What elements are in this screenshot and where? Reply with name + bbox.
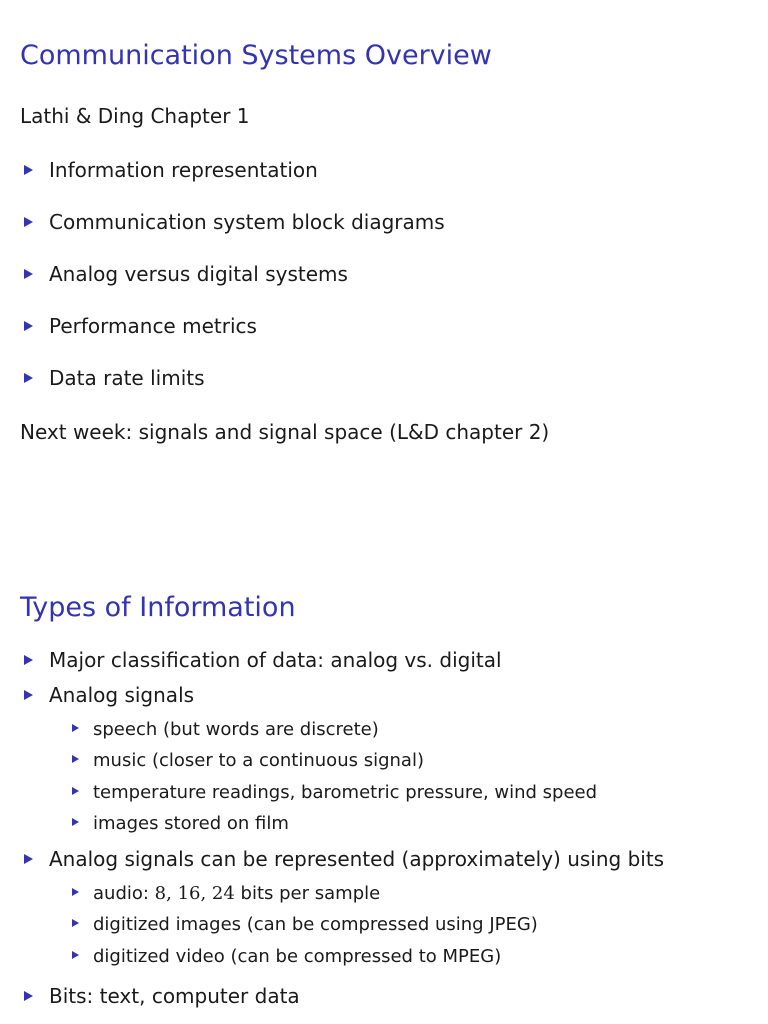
list-item-text: Analog signals bbox=[49, 683, 195, 707]
list-item-text: Major classification of data: analog vs. digital bbox=[49, 648, 502, 672]
list-item bbox=[24, 683, 194, 707]
bullet-triangle-icon bbox=[24, 655, 33, 665]
sub-list-item-text: digitized images (can be compressed using JPEG) bbox=[93, 914, 538, 935]
list-item bbox=[24, 648, 502, 672]
bullet-triangle-icon bbox=[72, 919, 79, 927]
list-item-text: Bits: text, computer data bbox=[49, 984, 300, 1008]
slide-title: Types of Information bbox=[20, 592, 296, 623]
list-item bbox=[24, 984, 300, 1008]
sub-list-item-text-prefix: audio: bbox=[93, 883, 155, 904]
list-item bbox=[24, 366, 205, 390]
bullet-triangle-icon bbox=[72, 818, 79, 826]
sub-list-item-text: temperature readings, barometric pressure, wind speed bbox=[93, 782, 598, 803]
list-item-text: Communication system block diagrams bbox=[49, 210, 445, 234]
list-item bbox=[24, 262, 348, 286]
sub-list-item bbox=[72, 750, 424, 771]
bullet-triangle-icon bbox=[72, 787, 79, 795]
list-item bbox=[24, 158, 318, 182]
bullet-triangle-icon bbox=[24, 854, 33, 864]
bullet-triangle-icon bbox=[24, 690, 33, 700]
bullet-triangle-icon bbox=[72, 755, 79, 763]
sub-list-item bbox=[72, 719, 379, 740]
slide-title: Communication Systems Overview bbox=[20, 40, 492, 71]
bullet-triangle-icon bbox=[24, 373, 33, 383]
sub-list-item bbox=[72, 813, 289, 834]
list-item-text: Analog signals can be represented (approximately) using bits bbox=[49, 847, 665, 871]
chapter-reference: Lathi & Ding Chapter 1 bbox=[20, 104, 250, 128]
bit-depth-values: 8, 16, 24 bbox=[154, 883, 235, 904]
sub-list-item-text: images stored on film bbox=[93, 813, 289, 834]
bullet-triangle-icon bbox=[24, 165, 33, 175]
sub-list-item-text: digitized video (can be compressed to MPEG) bbox=[93, 946, 502, 967]
list-item bbox=[24, 210, 445, 234]
bullet-triangle-icon bbox=[72, 724, 79, 732]
sub-list-item bbox=[72, 883, 380, 904]
list-item-text: Performance metrics bbox=[49, 314, 257, 338]
sub-list-item-text: speech (but words are discrete) bbox=[93, 719, 379, 740]
list-item bbox=[24, 847, 664, 871]
sub-list-item-text: music (closer to a continuous signal) bbox=[93, 750, 424, 771]
next-week-note: Next week: signals and signal space (L&D chapter 2) bbox=[20, 420, 550, 444]
sub-list-item bbox=[72, 946, 501, 967]
sub-list-item-text-suffix: bits per sample bbox=[234, 883, 381, 904]
bullet-triangle-icon bbox=[72, 888, 79, 896]
bullet-triangle-icon bbox=[24, 269, 33, 279]
list-item-text: Analog versus digital systems bbox=[49, 262, 348, 286]
list-item-text: Information representation bbox=[49, 158, 318, 182]
bullet-triangle-icon bbox=[24, 217, 33, 227]
list-item-text: Data rate limits bbox=[49, 366, 205, 390]
sub-list-item bbox=[72, 914, 538, 935]
bullet-triangle-icon bbox=[24, 991, 33, 1001]
list-item bbox=[24, 314, 257, 338]
sub-list-item bbox=[72, 782, 597, 803]
bullet-triangle-icon bbox=[24, 321, 33, 331]
bullet-triangle-icon bbox=[72, 951, 79, 959]
